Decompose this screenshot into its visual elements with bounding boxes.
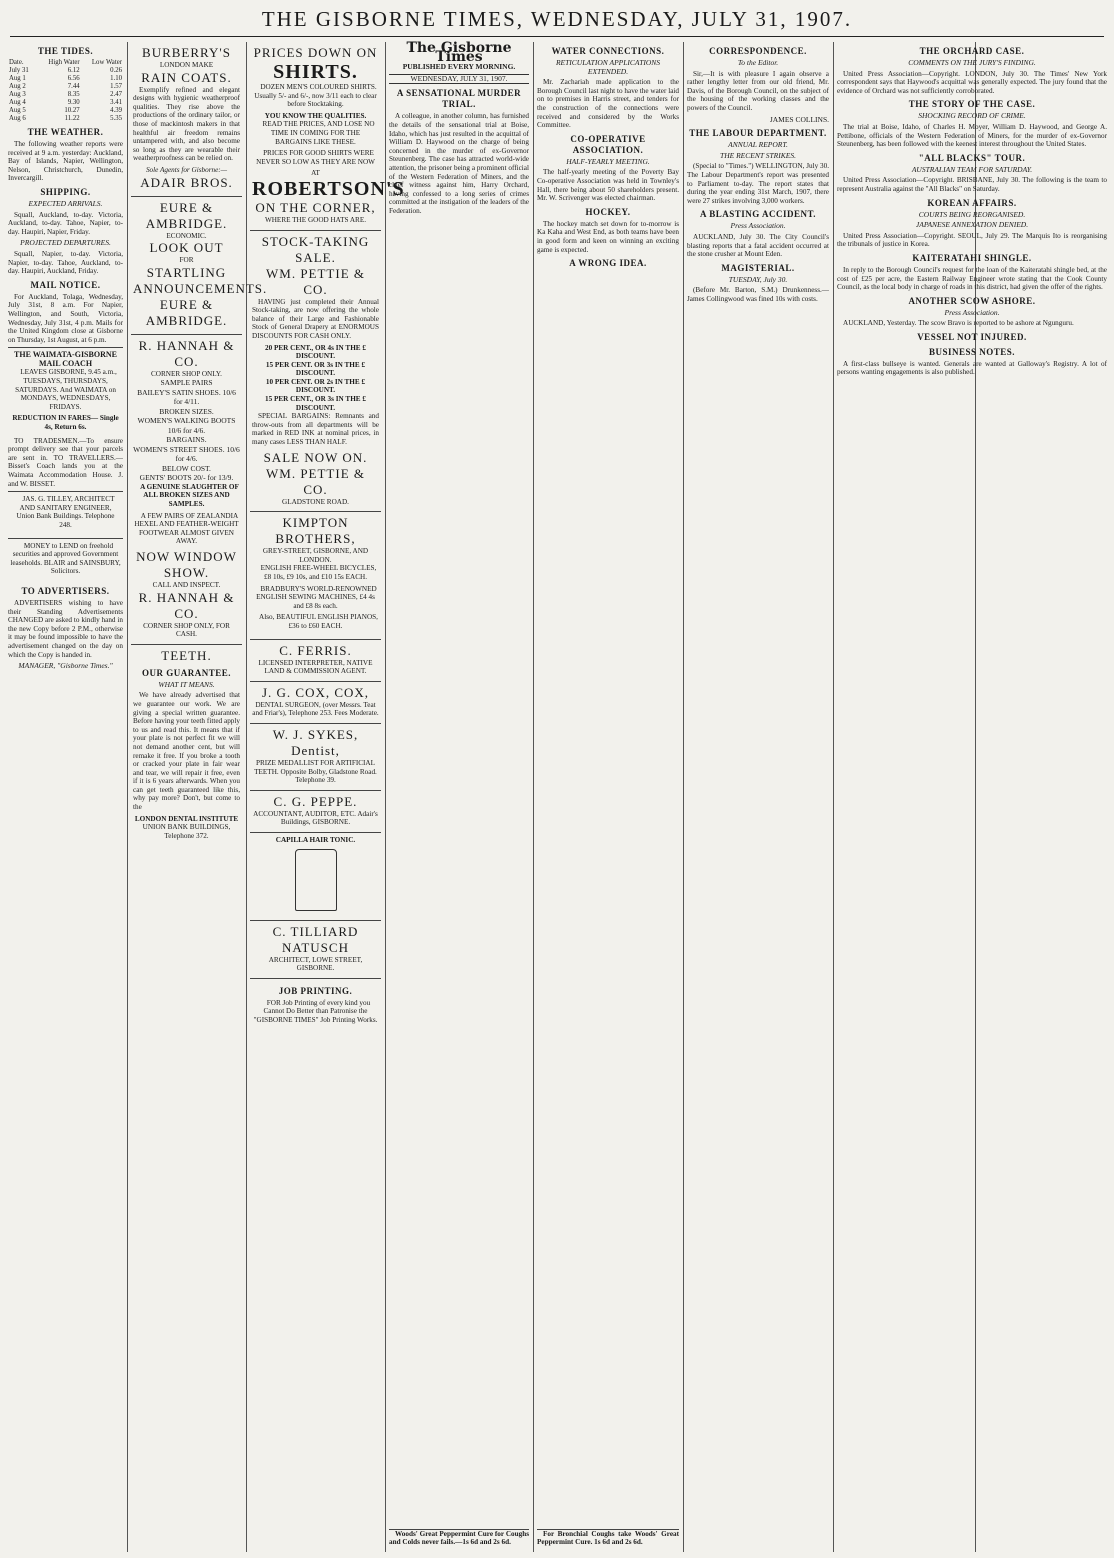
- for-label: FOR: [179, 256, 194, 265]
- burberry-subtitle: LONDON MAKE: [159, 61, 214, 69]
- call-inspect: CALL AND INSPECT.: [152, 580, 221, 589]
- blasting-text: AUCKLAND, July 30. The City Council's blasting reports that a fatal accident occurred at the stone crusher at Mount Eden.: [687, 232, 829, 259]
- prices-down: PRICES DOWN ON: [253, 45, 378, 60]
- peppe-subtitle: ACCOUNTANT, AUDITOR, ETC. Adair's Buildings, GISBORNE.: [253, 809, 378, 827]
- pettie-text: HAVING just completed their Annual Stock-taking, are now offering the whole balance of their Large and Fashionable Stock of General Drapery at ENORMOUS DISCOUNTS FOR CASH ONLY.: [252, 297, 379, 340]
- korea-subheading: COURTS BEING REORGANISED.: [918, 209, 1026, 219]
- coach-text: LEAVES GISBORNE, 9.45 a.m., TUESDAYS, THURSDAYS, SATURDAYS. And WAIMATA on MONDAYS, WEDNESDAYS, FRIDAYS.: [15, 368, 117, 411]
- burberry-title: BURBERRY'S: [142, 45, 231, 60]
- coop-heading: CO-OPERATIVE ASSOCIATION.: [570, 133, 646, 155]
- shipping-text: Squall, Auckland, to-day. Victoria, Auckland, to-day. Tahoe, Napier, to-day. Haupiri, Napier, Friday.: [8, 210, 123, 236]
- ferris-title: C. FERRIS.: [279, 642, 352, 658]
- water-text: Mr. Zachariah made application to the Borough Council last night to have the water laid on to premises in Harris street, and tenders for the construction of the connections were received and considered by the Works Committee.: [537, 78, 679, 130]
- blasting-heading: A BLASTING ACCIDENT.: [699, 209, 817, 220]
- shingle-text: In reply to the Borough Council's request for the loan of the Kaiteratahi shingle bed, at the cost of £25 per acre, the Eastern Railway Engineer wrote stating that the Cook County Council, as the local body in charge of roads in this district, had given the offer of the rights.: [837, 265, 1107, 292]
- slaughter-text: A GENUINE SLAUGHTER OF ALL BROKEN SIZES AND SAMPLES.: [140, 482, 239, 508]
- labour-heading: THE LABOUR DEPARTMENT.: [689, 128, 827, 139]
- table-row: Aug 1 6.56 1.10: [9, 75, 122, 82]
- orchard-text: United Press Association—Copyright. LONDON, July 30. The Times' New York correspondent says that Haywood's acquittal was generally expected. The jury found that the evidence of Orchard was not sufficiently corroborated.: [837, 69, 1107, 95]
- magisterial-heading: MAGISTERIAL.: [721, 262, 795, 273]
- list-item: BROKEN SIZES.: [159, 406, 214, 416]
- burberry-advert: [131, 42, 242, 194]
- projected-text: Squall, Napier, to-day. Victoria, Napier, to-day. Tahoe, Auckland, to-day. Haupiri, Auckland, Friday.: [8, 249, 123, 276]
- bicycles-text: ENGLISH FREE-WHEEL BICYCLES, £8 10s, £9 10s, and £10 15s EACH.: [260, 564, 377, 581]
- pianos-text: Also, BEAUTIFUL ENGLISH PIANOS, £36 to £60 EACH.: [259, 613, 378, 630]
- guarantee-subheading: WHAT IT MEANS.: [158, 679, 215, 689]
- tides-col-high: High Water: [48, 59, 80, 66]
- natusch-title: C. TILLIARD NATUSCH: [272, 923, 359, 955]
- mail-heading: MAIL NOTICE.: [30, 279, 101, 290]
- column-rule: [533, 42, 534, 1552]
- advertisers-heading: TO ADVERTISERS.: [21, 585, 110, 596]
- eure-ambridge-footer: EURE & AMBRIDGE.: [145, 296, 228, 328]
- hannah-title: R. HANNAH & CO.: [138, 337, 235, 369]
- shipping-subheading: EXPECTED ARRIVALS.: [28, 198, 103, 208]
- korea-heading: KOREAN AFFAIRS.: [927, 197, 1017, 208]
- list-item: BAILEY'S SATIN SHOES. 10/6 for 4/11.: [137, 387, 236, 407]
- advertisers-text: ADVERTISERS wishing to have their Standing Advertisements CHANGED are asked to kindly hand in the new Copy before 2 P.M., otherwise it may be found impossible to have the advertisement changed on the day on which the Copy is handed in.: [8, 598, 123, 659]
- column-4: [389, 42, 529, 1550]
- column-rule: [683, 42, 684, 1552]
- pettie-footer: WM. PETTIE & CO.: [265, 465, 365, 497]
- tides-header-row: [8, 59, 123, 67]
- startling-label: STARTLING: [146, 264, 227, 280]
- scow-heading: ANOTHER SCOW ASHORE.: [908, 295, 1036, 306]
- column-rule: [246, 42, 247, 1552]
- job-printing-advert: [250, 978, 381, 1031]
- column-rule: [127, 42, 128, 1552]
- orchard-subheading: COMMENTS ON THE JURY'S FINDING.: [908, 58, 1036, 67]
- column-6: [687, 42, 829, 1550]
- dental-advert: [131, 644, 242, 844]
- sale-lines: [133, 378, 240, 483]
- table-row: July 31 6.12 0.26: [9, 67, 122, 74]
- murder-heading: A SENSATIONAL MURDER TRIAL.: [396, 88, 522, 110]
- wrong-idea-heading: A WRONG IDEA.: [569, 258, 647, 269]
- list-item: BELOW COST.: [162, 463, 211, 473]
- correspondence-subheading: To the Editor.: [737, 58, 779, 67]
- tides-heading: THE TIDES.: [37, 46, 94, 56]
- tilley-advert: [8, 491, 123, 535]
- guarantee-text: We have already advertised that we guarantee our work. We are giving a special written guarantee. Before having your teeth fitted apply to us and read this. It means that if your plate is not perfect fit we will not demand another cent, but will remake it free. If you broke a tooth or cracked your plate in fair wear and tear, we will repair it free, even if it is 6 years afterwards. When you can get teeth guaranteed like this, why pay more? Don't, but come to the: [133, 691, 240, 812]
- hannah-subtitle: CORNER SHOP ONLY.: [151, 369, 222, 378]
- newspaper-logo: The Gisborne Times: [406, 40, 512, 65]
- natusch-advert: [250, 920, 381, 976]
- magisterial-subheading: TUESDAY, July 30.: [728, 274, 788, 284]
- sykes-title: W. J. SYKES, Dentist,: [272, 726, 359, 758]
- tilley-text: JAS. G. TILLEY, ARCHITECT AND SANITARY ENGINEER, Union Bank Buildings. Telephone 248.: [16, 495, 115, 529]
- discount-1: 20 PER CENT., OR 4s IN THE £ DISCOUNT.: [265, 343, 366, 361]
- gladstone-label: GLADSTONE ROAD.: [282, 497, 349, 506]
- robertsons-title: ROBERTSON'S: [252, 177, 405, 200]
- column-1: [8, 42, 123, 1550]
- peppe-advert: [250, 790, 381, 830]
- story-heading: THE STORY OF THE CASE.: [908, 99, 1036, 110]
- shingle-heading: KAITERATAHI SHINGLE.: [912, 252, 1032, 263]
- prices-good: PRICES FOR GOOD SHIRTS WERE NEVER SO LOW AS THEY ARE NOW: [256, 149, 375, 166]
- table-row: Aug 4 9.30 3.41: [9, 99, 122, 106]
- union-bank: UNION BANK BUILDINGS, Telephone 372.: [142, 823, 231, 840]
- kimpton-subtitle: GREY-STREET, GISBORNE, AND LONDON.: [262, 547, 369, 564]
- masthead-title: THE GISBORNE TIMES, WEDNESDAY, JULY 31, 1907.: [261, 7, 853, 31]
- vessel-heading: VESSEL NOT INJURED.: [917, 331, 1027, 342]
- orchard-heading: THE ORCHARD CASE.: [919, 46, 1025, 56]
- labour-text: (Special to "Times.") WELLINGTON, July 30. The Labour Department's report was presented to Parliament to-day. The report states that during the year ending 31st March, 1907, there were 27 strikes involving 3,000 workers.: [687, 162, 829, 205]
- shirts-text: DOZEN MEN'S COLOURED SHIRTS. Usually 5/- and 6/-, now 3/11 each to clear before Stocktaking.: [254, 83, 377, 109]
- corner-label: ON THE CORNER,: [255, 199, 376, 215]
- water-subheading: RETICULATION APPLICATIONS EXTENDED.: [555, 58, 661, 76]
- lookout-label: LOOK OUT: [149, 240, 224, 256]
- column-3: [250, 42, 405, 1550]
- allblacks-subheading: AUSTRALIAN TEAM FOR SATURDAY.: [911, 164, 1033, 174]
- peppe-title: C. G. PEPPE.: [273, 793, 358, 809]
- coach-fares: REDUCTION IN FARES— Single 4s, Return 6s.: [12, 414, 119, 432]
- list-item: WOMEN'S WALKING BOOTS 10/6 for 4/6.: [137, 416, 236, 435]
- masthead: [0, 0, 1114, 38]
- labour-subheading: ANNUAL REPORT.: [728, 140, 788, 150]
- water-heading: WATER CONNECTIONS.: [551, 46, 665, 56]
- qualities-label: YOU KNOW THE QUALITIES.: [264, 111, 367, 120]
- eure-ambridge-title: EURE & AMBRIDGE.: [145, 199, 228, 231]
- kimpton-title: KIMPTON BROTHERS,: [275, 515, 356, 547]
- shirts-title: SHIRTS.: [273, 61, 358, 83]
- cox-advert: [250, 681, 381, 721]
- table-row: Aug 3 8.35 2.47: [9, 91, 122, 98]
- at-label: AT: [311, 169, 320, 178]
- scow-text: AUCKLAND, Yesterday. The scow Bravo is reported to be ashore at Ngunguru.: [843, 319, 1074, 328]
- shirts-advert: [250, 42, 405, 228]
- pettie-title: WM. PETTIE & CO.: [265, 265, 365, 297]
- weather-text: The following weather reports were received at 9 a.m. yesterday: Auckland, Bay of Islands, Napier, Wellington, Nelson, Christchurch, Dunedin, Invercargill.: [8, 140, 123, 183]
- column-rule: [385, 42, 386, 1552]
- shipping-heading: SHIPPING.: [40, 186, 91, 197]
- projected-heading: PROJECTED DEPARTURES.: [20, 238, 111, 248]
- hair-tonic-title: CAPILLA HAIR TONIC.: [275, 835, 356, 844]
- masthead-rule: [10, 36, 1104, 37]
- raincoats-title: RAIN COATS.: [141, 69, 232, 85]
- announcements-label: ANNOUNCEMENTS.: [133, 280, 268, 296]
- burberry-text: Exemplify refined and elegant designs with hygienic weatherproof qualities. They rise above the productions of the ordinary tailor, or those of mackintosh makers in that healthful air freedom remains untampered with, and also become so long as they are wearable their weatherproofness can be relied on.: [133, 85, 240, 163]
- coop-text: The half-yearly meeting of the Poverty Bay Co-operative Association was held in Townley's Hall, there being about 50 shareholders present. Mr. W. Scrivenger was elected chairman.: [537, 168, 679, 203]
- money-text: MONEY to LEND on freehold securities and approved Government leaseholds. BLAIR and SAINSBURY, Solicitors.: [10, 541, 121, 576]
- sykes-advert: [250, 723, 381, 788]
- stocktaking-title: STOCK-TAKING SALE.: [261, 233, 370, 265]
- blasting-subheading: Press Association.: [730, 221, 786, 231]
- hair-tonic-advert: [250, 832, 381, 918]
- sykes-subtitle: PRIZE MEDALLIST FOR ARTIFICIAL TEETH. Opposite Bolby, Gladstone Road. Telephone 39.: [254, 758, 377, 785]
- published-label: PUBLISHED EVERY MORNING.: [402, 62, 516, 72]
- issue-date: WEDNESDAY, JULY 31, 1907.: [389, 74, 529, 85]
- story-text: The trial at Boise, Idaho, of Charles H. Moyer, William D. Haywood, and George A. Pettibone, officials of the Western Federation of Miners, for the murder of ex-Governor Steunenberg, has been followed with the keenest interest throughout the United States.: [837, 122, 1107, 149]
- column-rule: [833, 42, 834, 1552]
- tides-col-date: Date.: [9, 59, 24, 66]
- hats-label: WHERE THE GOOD HATS ARE.: [264, 215, 367, 224]
- table-row: Aug 6 11.22 5.35: [9, 115, 122, 122]
- column-2: [131, 42, 268, 1550]
- hockey-heading: HOCKEY.: [585, 206, 631, 217]
- list-item: SAMPLE PAIRS: [160, 378, 213, 388]
- table-row: Aug 2 7.44 1.57: [9, 83, 122, 90]
- allblacks-heading: "ALL BLACKS" TOUR.: [918, 152, 1026, 163]
- correspondence-text: Sir,—It is with pleasure I again observe a rather lengthy letter from our old friend, Mr. Davis, of the Borough Council, on the subject of the housing of the working classes and the powers of the Council.: [687, 69, 829, 112]
- adair-bros: ADAIR BROS.: [140, 174, 233, 190]
- discount-2: 15 PER CENT. OR 3s IN THE £ DISCOUNT.: [265, 360, 366, 378]
- bottle-illustration: [295, 849, 337, 911]
- murder-text: A colleague, in another column, has furnished the details of the sensational trial at Boise, Idaho, which has just resulted in the acquittal of William D. Haywood on the charge of being concerned in the murder of ex-Governor Steunenberg. The case has attracted world-wide attention, the prisoner being a prominent official of the Western Federation of Miners, and the chief witness against him, Harry Orchard, having confessed to a long series of crimes committed at the instigation of the leaders of the Federation.: [389, 112, 529, 215]
- scow-subheading: Press Association.: [944, 307, 1000, 317]
- coach-advert: [8, 347, 123, 434]
- hannah-footer-sub: CORNER SHOP ONLY, FOR CASH.: [143, 621, 230, 639]
- cox-title: J. G. COX, COX,: [261, 684, 370, 700]
- allblacks-text: United Press Association—Copyright. BRISBANE, July 30. The following is the team to represent Australia against the "All Blacks" on Saturday.: [837, 176, 1107, 193]
- table-row: Aug 5 10.27 4.39: [9, 107, 122, 114]
- korea-text: United Press Association—Copyright. SEOUL, July 29. The Marquis Ito is reorganising the tribunals of justice in Korea.: [837, 231, 1107, 249]
- ferris-subtitle: LICENSED INTERPRETER, NATIVE LAND & COMMISSION AGENT.: [258, 658, 373, 676]
- weather-heading: THE WEATHER.: [27, 127, 104, 137]
- read-text: READ THE PRICES, AND LOSE NO TIME IN COMING FOR THE BARGAINS LIKE THESE.: [262, 120, 375, 146]
- teeth-title: TEETH.: [161, 647, 212, 663]
- magisterial-text: (Before Mr. Barton, S.M.) Drunkenness.—James Collingwood was fined 10s with costs.: [687, 286, 829, 303]
- correspondence-heading: CORRESPONDENCE.: [709, 46, 807, 56]
- cox-subtitle: DENTAL SURGEON, (over Messrs. Teat and Friar's), Telephone 253. Fees Moderate.: [252, 700, 379, 718]
- job-heading: JOB PRINTING.: [278, 985, 353, 996]
- sale-now: SALE NOW ON.: [263, 449, 368, 465]
- bradbury-text: BRADBURY'S WORLD-RENOWNED ENGLISH SEWING MACHINES, £4 4s and £8 8s each.: [256, 584, 377, 610]
- coop-subheading: HALF-YEARLY MEETING.: [566, 156, 650, 166]
- bronchial-ad: For Bronchial Coughs take Woods' Great Peppermint Cure. 1s 6d and 2s 6d.: [537, 1529, 679, 1547]
- list-item: GENTS' BOOTS 20/- for 13/9.: [139, 473, 234, 483]
- peppermint-ad: Woods' Great Peppermint Cure for Coughs and Colds never fails.—1s 6d and 2s 6d.: [389, 1529, 529, 1547]
- window-show: NOW WINDOW SHOW.: [136, 548, 237, 580]
- advertisers-signature: MANAGER, "Gisborne Times.": [18, 661, 113, 671]
- mail-text: For Auckland, Tolaga, Wednesday, July 31st, 8 a.m. For Napier, Wellington, and South, Victoria, Wednesday, July 31st, 4 p.m. Mails for the United Kingdom close at Gisborne on Thursday, 1st August, at 6 p.m.: [8, 292, 123, 344]
- natusch-subtitle: ARCHITECT, LOWE STREET, GISBORNE.: [268, 955, 363, 973]
- list-item: WOMEN'S STREET SHOES. 10/6 for 4/6.: [133, 444, 240, 464]
- tides-table: [8, 59, 123, 123]
- coach-heading: THE WAIMATA-GISBORNE MAIL COACH: [14, 350, 117, 368]
- discount-4: 15 PER CENT., OR 3s IN THE £ DISCOUNT.: [265, 395, 366, 412]
- business-text: A first-class bullseye is wanted. Generals are wanted at Galloway's Registry. A lot of persons wanting engagements is also published.: [837, 359, 1107, 377]
- correspondence-signature: JAMES COLLINS.: [769, 114, 829, 124]
- sole-agents: Sole Agents for Gisborne:—: [145, 165, 228, 174]
- hannah-footer: R. HANNAH & CO.: [138, 589, 235, 621]
- list-item: BARGAINS.: [166, 435, 207, 445]
- tides-col-low: Low Water: [91, 59, 122, 66]
- job-text: FOR Job Printing of every kind you Cannot Do Better than Patronise the "GISBORNE TIMES" Job Printing Works.: [253, 998, 378, 1024]
- labour-subheading-2: THE RECENT STRIKES.: [720, 150, 796, 160]
- discount-3: 10 PER CENT. OR 2s IN THE £ DISCOUNT.: [265, 377, 366, 395]
- money-advert: [8, 538, 123, 582]
- travellers-text: TO TRADESMEN.—To ensure prompt delivery see that your parcels are sent in. TO TRAVELLERS.—Bisset's Coach lands you at the Waimata Accommodation House. J. and W. BISSET.: [8, 436, 123, 488]
- kimpton-advert: [250, 511, 381, 636]
- pettie-advert: [250, 230, 381, 510]
- london-dental: LONDON DENTAL INSTITUTE: [134, 814, 239, 823]
- story-subheading: SHOCKING RECORD OF CRIME.: [918, 111, 1026, 121]
- economic-label: ECONOMIC.: [166, 231, 207, 240]
- special-bargains: SPECIAL BARGAINS: Remnants and throw-outs from all departments will be marked in RED INK at nominal prices, in many cases LESS THAN HALF.: [252, 412, 379, 447]
- korea-subheading-2: JAPANESE ANNEXATION DENIED.: [915, 220, 1029, 230]
- column-5: [537, 42, 679, 1550]
- ferris-advert: [250, 639, 381, 679]
- business-heading: BUSINESS NOTES.: [928, 346, 1016, 357]
- eure-ambridge-advert: [131, 196, 268, 332]
- guarantee-heading: OUR GUARANTEE.: [141, 667, 231, 678]
- hannah-advert: [131, 334, 242, 642]
- column-7: [837, 42, 1107, 1550]
- hockey-text: The hockey match set down for to-morrow is Ka Kaha and West End, as both teams have been in good form and keen on winning an exciting game is expected.: [537, 219, 679, 254]
- zealandia-text: A FEW PAIRS OF ZEALANDIA HEXEL AND FEATHER-WEIGHT FOOTWEAR ALMOST GIVEN AWAY.: [134, 511, 239, 546]
